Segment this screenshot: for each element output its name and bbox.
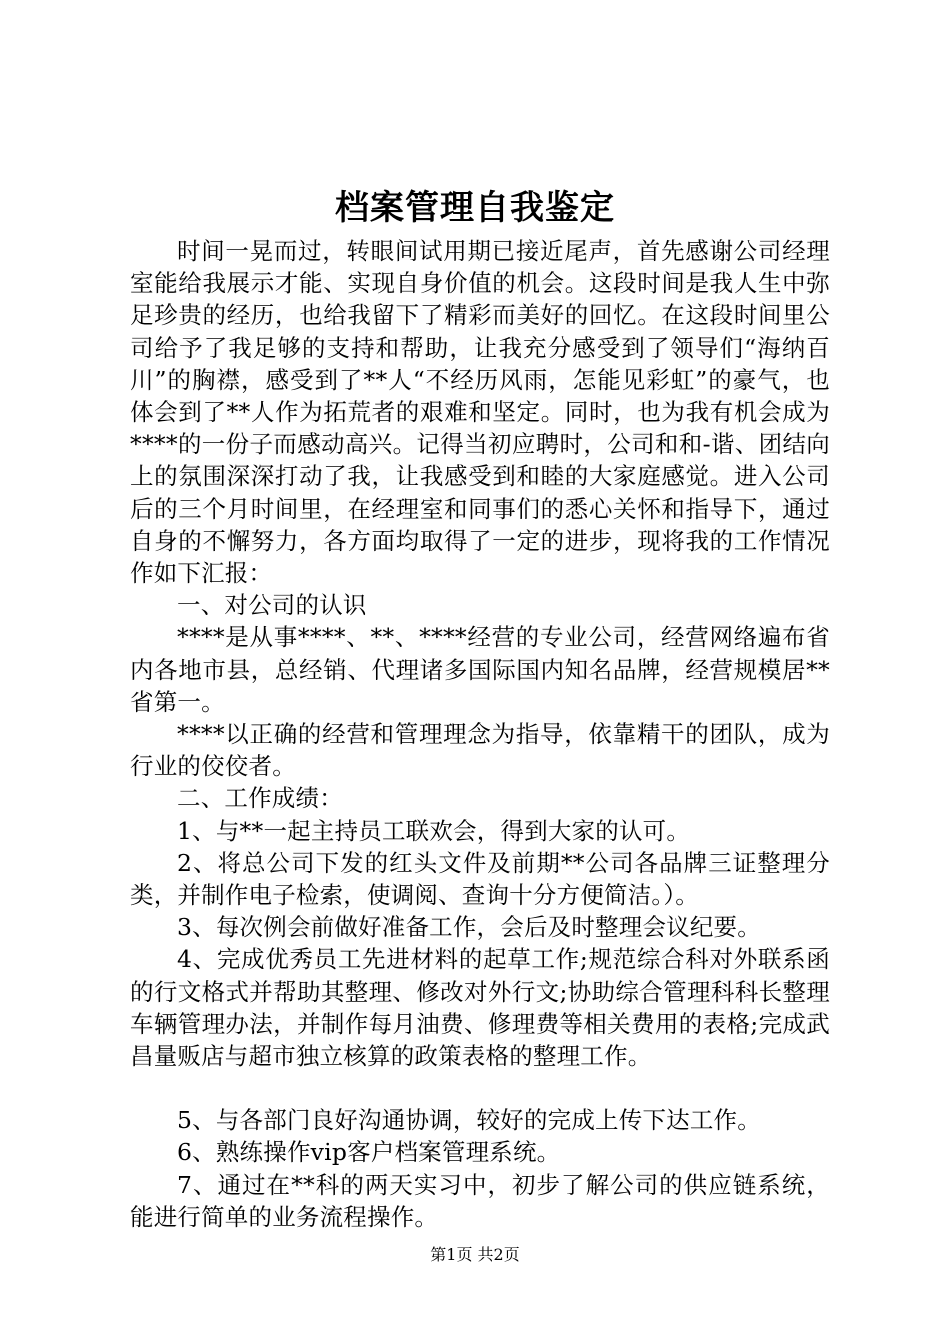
document-body — [130, 235, 830, 1233]
document-title: 档案管理自我鉴定 — [335, 188, 615, 228]
paragraph-company-philosophy: ****以正确的经营和管理理念为指导，依靠精干的团队，成为行业的佼佼者。 — [130, 720, 830, 781]
achievement-item-3: 3、每次例会前做好准备工作，会后及时整理会议纪要。 — [177, 913, 761, 942]
section-heading-achievements: 二、工作成绩： — [177, 784, 343, 813]
achievement-item-5: 5、与各部门良好沟通协调，较好的完成上传下达工作。 — [177, 1106, 761, 1135]
section-heading-company: 一、对公司的认识 — [177, 591, 367, 620]
page-footer: 第1页 共2页 — [430, 1245, 520, 1264]
achievement-item-1: 1、与**一起主持员工联欢会，得到大家的认可。 — [177, 816, 691, 845]
achievement-item-2: 2、将总公司下发的红头文件及前期**公司各品牌三证整理分类，并制作电子检索，使调阅、查询十分方便简洁。）。 — [130, 848, 830, 910]
achievement-item-6: 6、熟练操作vip客户档案管理系统。 — [177, 1138, 561, 1167]
achievement-item-4: 4、完成优秀员工先进材料的起草工作;规范综合科对外联系函的行文格式并帮助其整理、修改对外行文;协助综合管理科科长整理车辆管理办法，并制作每月油费、修理费等相关费用的表格;完成武昌量贩店与超市独立核算的政策表格的整理工作。 — [130, 945, 830, 1071]
paragraph-company-profile: ****是从事****、**、****经营的专业公司，经营网络遍布省内各地市县，总经销、代理诸多国际国内知名品牌，经营规模居**省第一。 — [130, 623, 830, 716]
achievement-item-7: 7、通过在**科的两天实习中，初步了解公司的供应链系统，能进行简单的业务流程操作。 — [130, 1170, 830, 1231]
paragraph-intro: 时间一晃而过，转眼间试用期已接近尾声，首先感谢公司经理室能给我展示才能、实现自身价值的机会。这段时间是我人生中弥足珍贵的经历，也给我留下了精彩而美好的回忆。在这段时间里公司给予了我足够的支持和帮助，让我充分感受到了领导们“海纳百川”的胸襟，感受到了**人“不经历风雨，怎能见彩虹”的豪气，也体会到了**人作为拓荒者的艰难和坚定。同时，也为我有机会成为****的一份子而感动高兴。记得当初应聘时，公司和和-谐、团结向上的氛围深深打动了我，让我感受到和睦的大家庭感觉。进入公司后的三个月时间里，在经理室和同事们的悉心关怀和指导下，通过自身的不懈努力，各方面均取得了一定的进步，现将我的工作情况作如下汇报： — [130, 237, 830, 588]
